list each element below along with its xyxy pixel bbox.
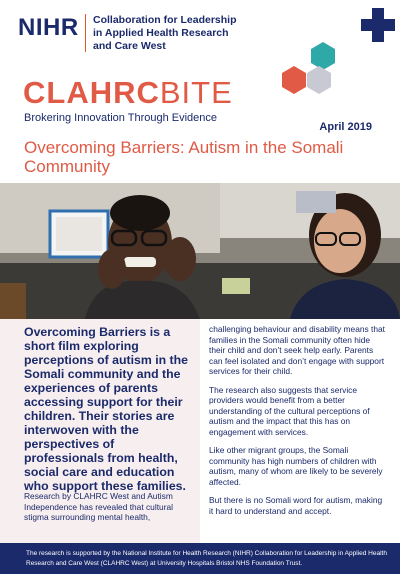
clahrcbite-logo: [23, 76, 233, 110]
body-paragraph-5: But there is no Somali word for autism, making it hard to understand and accept.: [209, 495, 383, 516]
body-column-2: [209, 324, 385, 524]
collab-line-2: in Applied Health Research: [93, 27, 229, 39]
body-paragraph-1: Research by CLAHRC West and Autism Independence has revealed that cultural stigma surrounding mental health,: [24, 491, 173, 522]
headline: Overcoming Barriers: Autism in the Somali Community: [24, 138, 344, 176]
plus-icon: [361, 8, 395, 42]
nihr-logo: NIHR: [18, 14, 79, 41]
body-paragraph-2: challenging behaviour and disability means that families in the Somali community often hide their child and don’t seek help early. Parents can feel isolated and don’t engage with support services for their child.: [209, 324, 385, 376]
lead-paragraph: Overcoming Barriers is a short film exploring perceptions of autism in the Somali community and the experiences of parents accessing support for their children. Their stories are interwoven with the perspectives of professionals from health, social care and education who support these families.: [24, 325, 188, 493]
brand-bold: CLAHRC: [23, 75, 160, 110]
brand-light: BITE: [159, 75, 233, 110]
body-paragraph-4: Like other migrant groups, the Somali community has high numbers of children with autism, many of whom are likely to be severely affected.: [209, 445, 383, 487]
collaboration-title: [93, 14, 253, 53]
footer-note: The research is supported by the National Institute for Health Research (NIHR) Collaboration for Leadership in Applied Health Research and Care West (CLAHRC West) at University Hospitals Bristol NHS Foundation Trust.: [0, 543, 400, 574]
hexagon-cluster-icon: [278, 40, 348, 98]
feature-photo: [0, 183, 400, 319]
strapline: Brokering Innovation Through Evidence: [24, 112, 218, 124]
issue-date: April 2019: [319, 121, 372, 133]
collab-line-3: and Care West: [93, 40, 166, 52]
logo-divider: [85, 14, 86, 52]
body-paragraph-3: The research also suggests that service providers would benefit from a better understanding of the cultural perceptions of autism and the impact that this has on engagement with services.: [209, 384, 370, 437]
collab-line-1: Collaboration for Leadership: [93, 14, 237, 26]
